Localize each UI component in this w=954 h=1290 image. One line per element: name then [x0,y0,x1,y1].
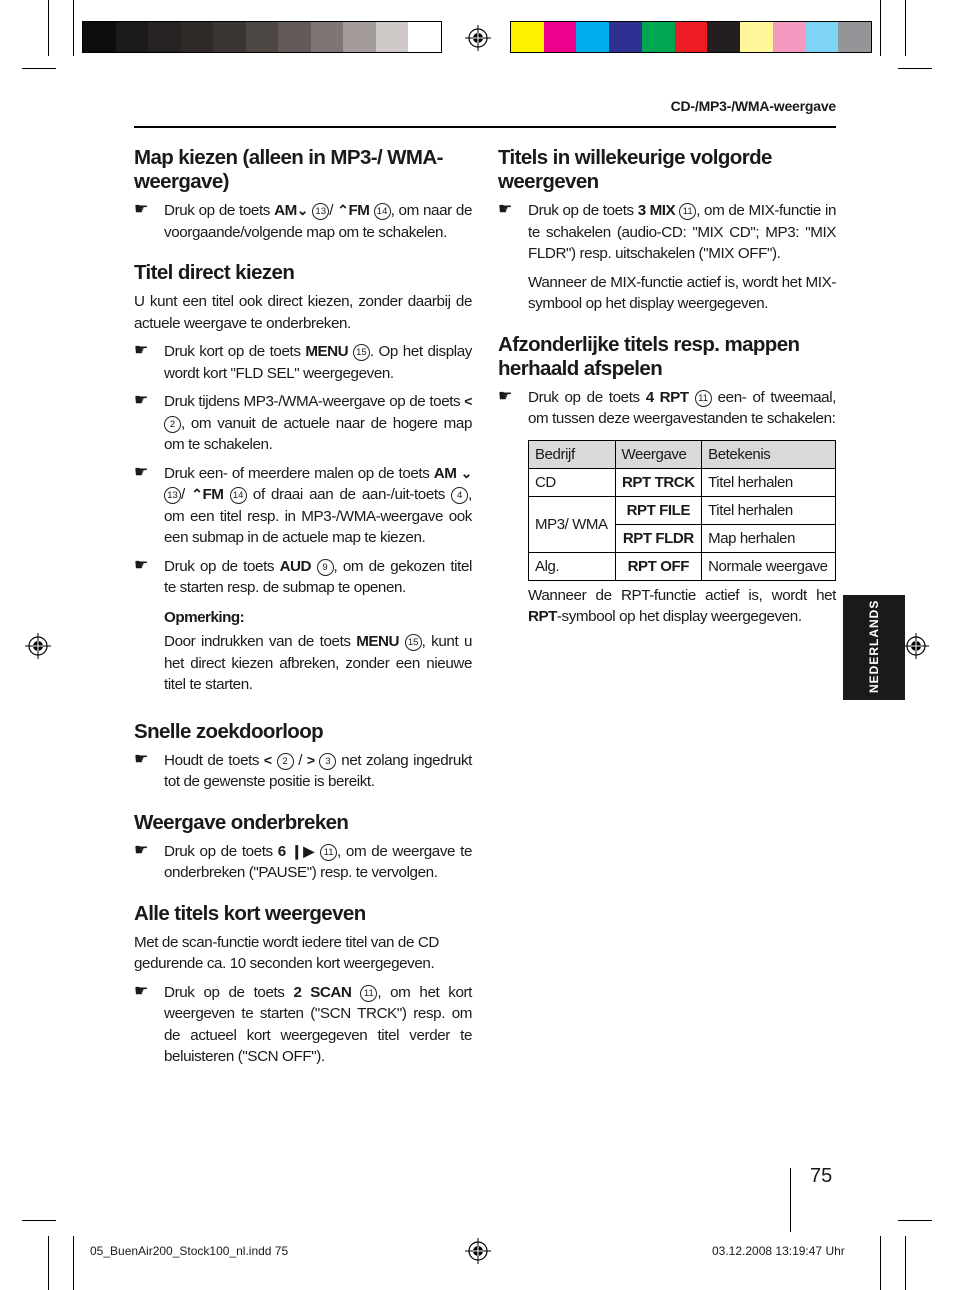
table-cell: RPT FLDR [615,524,702,552]
footer-file: 05_BuenAir200_Stock100_nl.indd 75 [90,1244,289,1258]
list-item: ☛ Druk kort op de toets MENU 15 . Op het display wordt kort "FLD SEL" weergegeven. [134,342,472,382]
table-cell: Normale weergave [702,552,836,580]
color-swatch [675,22,708,52]
table-row [529,468,836,496]
crop-mark [905,0,906,56]
paragraph: Wanneer de RPT-functie actief is, wordt het RPT-symbool op het display weergegeven. [528,586,836,625]
color-swatch [576,22,609,52]
list-item: ☛ Druk tijdens MP3-/WMA-weergave op de toets < 2 , om vanuit de actuele naar de hogere map om te schakelen. [134,392,472,453]
crop-mark [898,1220,932,1221]
color-swatch [148,22,181,52]
list-item: ☛ Druk een- of meerdere malen op de toets AM ⌄13 / ⌃FM 14 of draai aan de aan-/uit-toets 4 , om een titel resp. in MP3-/WMA-weergave ook een submap in de actuele map te kiezen. [134,463,472,546]
color-swatch [83,22,116,52]
chevron-left-icon: < [464,393,472,409]
registration-mark-icon [25,633,51,659]
table-cell: RPT OFF [615,552,702,580]
color-swatch [278,22,311,52]
list-item: ☛ Druk op de toets 3 MIX 11 , om de MIX-functie in te schakelen (audio-CD: "MIX CD"; MP3: "MIX FLDR") resp. uitschakelen ("MIX OFF"). [498,201,836,262]
pointing-hand-icon: ☛ [498,201,512,218]
table-header: Betekenis [702,440,836,468]
color-swatch [311,22,344,52]
chevron-up-icon: ⌃ [337,202,349,218]
pointing-hand-icon: ☛ [134,463,148,481]
table-cell: RPT FILE [615,496,702,524]
color-swatch [609,22,642,52]
header-rule [134,126,836,128]
list-item: ☛ Houdt de toets < 2 / > 3 net zolang ingedrukt tot de gewenste positie is bereikt. [134,750,472,790]
chevron-up-icon: ⌃ [191,486,203,502]
language-tab: NEDERLANDS [843,595,905,700]
table-cell: CD [529,468,616,496]
table-cell: Alg. [529,552,616,580]
heading-alle-titels: Alle titels kort weergeven [134,901,366,925]
table-cell: Titel herhalen [702,496,836,524]
list-item: ☛ Druk op de toets AM⌄ 13 / ⌃FM 14 , om naar de voorgaande/volgende map om te schakelen. [134,201,472,241]
repeat-modes-table [528,440,836,581]
pointing-hand-icon: ☛ [134,750,148,768]
table-header-row [529,440,836,468]
paragraph: Met de scan-functie wordt iedere titel van de CD gedurende ca. 10 seconden kort weergegeven. [134,933,439,972]
crop-mark [48,1236,49,1290]
color-swatch [181,22,214,52]
table-cell: RPT TRCK [615,468,702,496]
crop-mark [48,0,49,56]
pointing-hand-icon: ☛ [134,982,148,1000]
color-swatch [806,22,839,52]
table-cell: Titel herhalen [702,468,836,496]
heading-willekeurige-volgorde: Titels in willekeurige volgorde weergeven [498,146,772,193]
crop-mark [898,68,932,69]
pointing-hand-icon: ☛ [134,201,148,218]
crop-mark [880,1236,881,1290]
left-column [134,146,472,1086]
heading-weergave-onderbreken: Weergave onderbreken [134,810,349,834]
registration-mark-icon [465,25,491,51]
table-header: Bedrijf [529,440,616,468]
gray-calibration-bar [82,21,442,53]
list-item: ☛ Druk op de toets AUD 9 , om de gekozen titel te starten resp. de submap te openen. [134,556,472,596]
pointing-hand-icon: ☛ [134,556,148,574]
note-text: Door indrukken van de toets MENU 15 , kunt u het direct kiezen afbreken, zonder een nieuwe titel te starten. [164,633,472,693]
pointing-hand-icon: ☛ [134,841,148,859]
color-swatch [838,22,871,52]
heading-titel-direct: Titel direct kiezen [134,261,295,284]
table-row [529,552,836,580]
pointing-hand-icon: ☛ [134,392,148,409]
crop-mark [73,0,74,56]
color-swatch [213,22,246,52]
paragraph: Wanneer de MIX-functie actief is, wordt het MIX-symbool op het display weergegeven. [528,273,836,312]
table-cell: MP3/ WMA [529,496,616,552]
right-column [498,146,836,646]
chevron-down-icon: ⌄ [296,202,309,218]
crop-mark [22,68,56,69]
table-header: Weergave [615,440,702,468]
color-swatch [116,22,149,52]
section-header: CD-/MP3-/WMA-weergave [670,98,836,114]
heading-snelle-zoekdoorloop: Snelle zoekdoorloop [134,719,324,743]
list-item: ☛ Druk op de toets 4 RPT 11 een- of tweemaal, om tussen deze weergavestanden te schakelen: [498,387,836,427]
footer-date: 03.12.2008 13:19:47 Uhr [712,1244,845,1258]
play-pause-icon: ❙▶ [290,842,315,859]
list-item: ☛ Druk op de toets 2 SCAN 11 , om het kort weergeven te starten ("SCN TRCK") resp. om de actueel kort weergegeven titel verder te beluisteren ("SCN OFF"). [134,982,472,1065]
registration-mark-icon [903,633,929,659]
note-title: Opmerking: [164,608,245,626]
pointing-hand-icon: ☛ [134,342,148,359]
chevron-left-icon: < [263,751,272,768]
crop-mark [22,1220,56,1221]
color-swatch [773,22,806,52]
registration-mark-icon [465,1238,491,1264]
pointing-hand-icon: ☛ [498,387,512,405]
chevron-right-icon: > [306,751,315,768]
crop-mark [880,0,881,56]
crop-mark [905,1236,906,1290]
color-swatch [740,22,773,52]
paragraph: U kunt een titel ook direct kiezen, zonder daarbij de actuele weergave te onderbreken. [134,293,472,332]
chevron-down-icon: ⌄ [460,464,472,481]
heading-map-kiezen: Map kiezen (alleen in MP3-/ WMA-weergave) [134,146,443,193]
heading-herhaald-afspelen: Afzonderlijke titels resp. mappen herhaald afspelen [498,332,800,380]
color-swatch [544,22,577,52]
color-swatch [376,22,409,52]
crop-mark [73,1236,74,1290]
page-number: 75 [810,1165,833,1187]
table-row [529,496,836,524]
color-swatch [246,22,279,52]
page-rule [790,1168,791,1232]
color-swatch [707,22,740,52]
color-swatch [642,22,675,52]
list-item: ☛ Druk op de toets 6 ❙▶ 11 , om de weergave te onderbreken ("PAUSE") resp. te vervolgen. [134,841,472,881]
color-swatch [343,22,376,52]
color-swatch [408,22,441,52]
color-calibration-bar [510,21,872,53]
color-swatch [511,22,544,52]
table-cell: Map herhalen [702,524,836,552]
